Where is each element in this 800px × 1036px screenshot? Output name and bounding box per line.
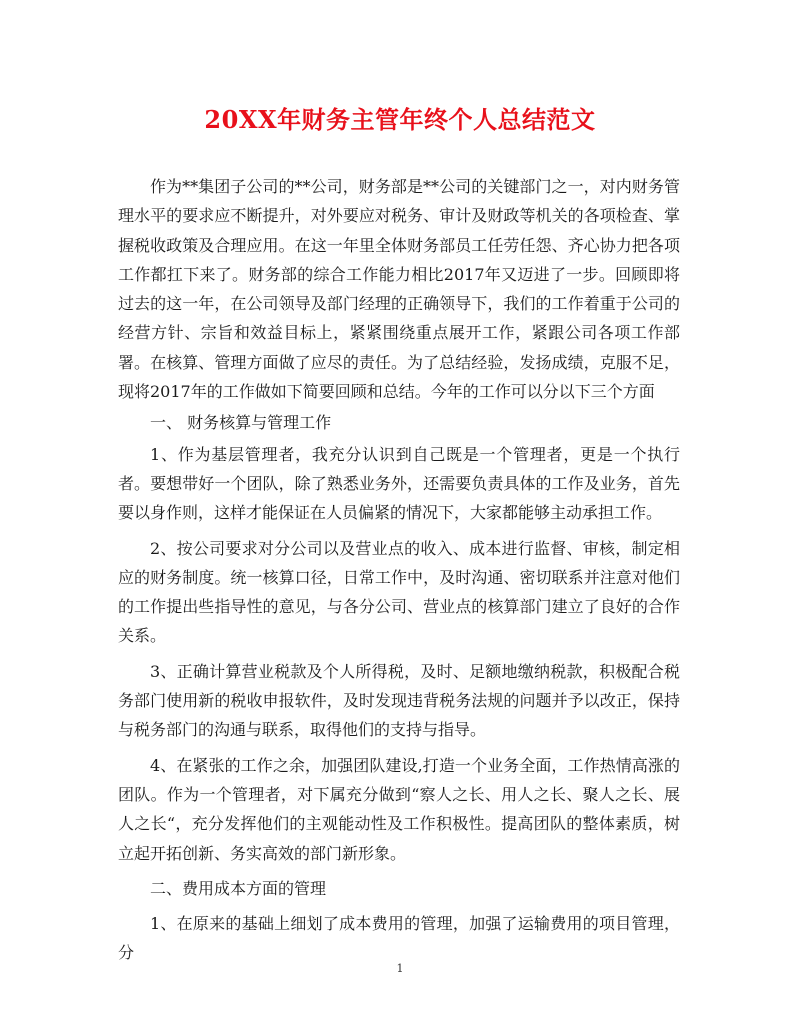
section-heading-1: 一、 财务核算与管理工作 (150, 413, 332, 433)
paragraph-item-3: 3、正确计算营业税款及个人所得税，及时、足额地缴纳税款，积极配合税务部门使用新的税收申报软件，及时发现违背税务法规的问题并予以改正，保持与税务部门的沟通与联系，取得他们的支持与指导。 (118, 661, 680, 740)
section-heading-2: 二、费用成本方面的管理 (150, 878, 327, 898)
paragraph-item-2: 2、按公司要求对分公司以及营业点的收入、成本进行监督、审核，制定相应的财务制度。统一核算口径，日常工作中，及时沟通、密切联系并注意对他们的工作提出些指导性的意见，与各分公司、营业点的核算部门建立了良好的合作关系。 (118, 538, 680, 646)
document-body (118, 172, 680, 968)
page-number: 1 (396, 962, 404, 975)
document-title: 20XX年财务主管年终个人总结范文 (204, 105, 596, 134)
paragraph-item-5: 1、在原来的基础上细划了成本费用的管理，加强了运输费用的项目管理，分 (118, 914, 680, 963)
paragraph-item-4: 4、在紧张的工作之余，加强团队建设,打造一个业务全面，工作热情高涨的团队。作为一个管理者，对下属充分做到“察人之长、用人之长、聚人之长、展人之长“，充分发挥他们的主观能动性及工作积极性。提高团队的整体素质，树立起开拓创新、务实高效的部门新形象。 (118, 755, 680, 863)
paragraph-item-1: 1、作为基层管理者，我充分认识到自己既是一个管理者，更是一个执行者。要想带好一个团队，除了熟悉业务外，还需要负责具体的工作及业务，首先要以身作则，这样才能保证在人员偏紧的情况下，大家都能够主动承担工作。 (118, 444, 680, 523)
paragraph-intro: 作为**集团子公司的**公司，财务部是**公司的关键部门之一，对内财务管理水平的要求应不断提升，对外要应对税务、审计及财政等机关的各项检查、掌握税收政策及合理应用。在这一年里全体财务部员工任劳任怨、齐心协力把各项工作都扛下来了。财务部的综合工作能力相比2017年又迈进了一步。回顾即将过去的这一年，在公司领导及部门经理的正确领导下，我们的工作着重于公司的经营方针、宗旨和效益目标上，紧紧围绕重点展开工作，紧跟公司各项工作部署。在核算、管理方面做了应尽的责任。为了总结经验，发扬成绩，克服不足，现将2017年的工作做如下简要回顾和总结。今年的工作可以分以下三个方面 (118, 177, 680, 402)
